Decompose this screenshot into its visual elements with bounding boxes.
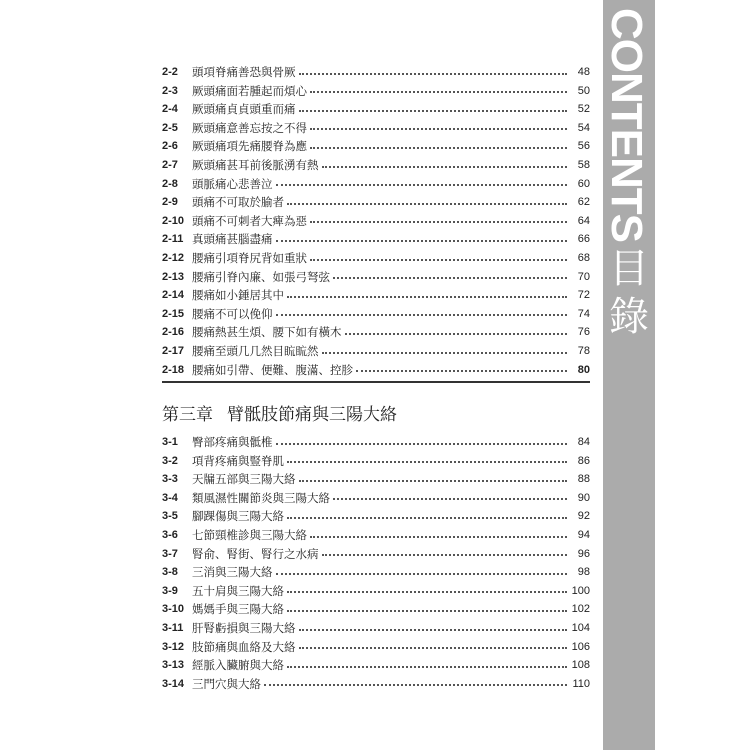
toc-leader-dots — [356, 369, 567, 372]
toc-entry-page-number: 48 — [577, 66, 590, 78]
toc-entry[interactable] — [162, 545, 590, 563]
toc-entry-title: 腰痛如引帶、便難、腹滿、控胗 — [192, 362, 353, 377]
toc-entry-number: 2-14 — [162, 289, 185, 302]
contents-cjk-char-2: 錄 — [609, 294, 649, 340]
toc-entry-page-number: 90 — [577, 491, 590, 504]
toc-entry[interactable] — [162, 230, 590, 248]
toc-entry-page-number: 96 — [577, 547, 590, 560]
toc-entry[interactable] — [162, 323, 590, 341]
toc-entry-title: 厥頭痛項先痛腰脊為應 — [192, 139, 307, 154]
toc-entry-title: 三門穴與大絡 — [192, 676, 261, 691]
toc-entry-number: 2-6 — [162, 140, 178, 153]
toc-entry-title: 腰痛熱甚生煩、腰下如有橫木 — [192, 325, 342, 340]
toc-entry[interactable] — [162, 526, 590, 544]
toc-entry[interactable] — [162, 600, 590, 618]
toc-entry[interactable] — [162, 638, 590, 656]
toc-entry-title: 頭痛不可刺者大痺為惡 — [192, 213, 307, 228]
toc-entry-number: 3-4 — [162, 491, 178, 504]
toc-leader-dots — [310, 535, 567, 538]
toc-entry[interactable] — [162, 119, 590, 137]
toc-entry-page-number: 58 — [577, 159, 590, 171]
toc-leader-dots — [310, 220, 567, 223]
toc-entry-number: 2-2 — [162, 66, 178, 78]
toc-leader-dots — [276, 442, 568, 445]
toc-entry[interactable] — [162, 619, 590, 637]
toc-entry-title: 七節頸椎診與三陽大絡 — [192, 528, 307, 542]
toc-entry-title: 真頭痛甚腦盡痛 — [192, 232, 273, 247]
contents-vertical-title — [600, 0, 652, 250]
toc-leader-dots — [276, 183, 568, 186]
contents-cjk-title — [603, 245, 655, 341]
toc-entry[interactable] — [162, 489, 590, 507]
toc-leader-dots — [299, 646, 568, 649]
toc-leader-dots — [310, 90, 567, 93]
chapter-title-text: 臂骶肢節痛與三陽大絡 — [227, 405, 397, 425]
toc-leader-dots — [322, 351, 568, 354]
toc-entry-title: 厥頭痛面若腫起而煩心 — [192, 83, 307, 98]
toc-entry-number: 2-3 — [162, 84, 178, 97]
toc-entry-page-number: 88 — [577, 473, 590, 486]
toc-leader-dots — [333, 276, 567, 279]
toc-entry[interactable] — [162, 582, 590, 600]
toc-entry[interactable] — [162, 433, 590, 451]
toc-entry-title: 腳踝傷與三陽大絡 — [192, 509, 284, 524]
toc-entry-number: 2-4 — [162, 103, 178, 116]
toc-entry-number: 3-1 — [162, 436, 178, 448]
toc-entry-title: 腎俞、腎街、腎行之水病 — [192, 546, 319, 561]
toc-leader-dots — [333, 497, 567, 500]
toc-entry-page-number: 110 — [572, 677, 590, 690]
toc-entry-page-number: 60 — [577, 177, 590, 190]
toc-entry[interactable] — [162, 675, 590, 693]
toc-entry[interactable] — [162, 342, 590, 360]
toc-leader-dots — [345, 332, 568, 335]
toc-leader-dots — [322, 165, 568, 168]
toc-entry-title: 厥頭痛意善忘按之不得 — [192, 120, 307, 135]
toc-entry-number: 2-8 — [162, 177, 178, 190]
toc-entry[interactable] — [162, 82, 590, 100]
toc-entry[interactable] — [162, 100, 590, 118]
toc-entry-title: 肝腎虧損與三陽大絡 — [192, 621, 296, 635]
toc-leader-dots — [310, 146, 567, 149]
toc-entry-page-number: 80 — [577, 363, 590, 376]
toc-entry-page-number: 94 — [577, 529, 590, 541]
toc-entry-title: 媽媽手與三陽大絡 — [192, 602, 284, 617]
toc-entry-title: 腰痛如小錘居其中 — [192, 288, 284, 303]
toc-leader-dots — [287, 202, 567, 205]
toc-entry-number: 3-2 — [162, 454, 178, 467]
toc-entry-page-number: 102 — [571, 603, 590, 616]
toc-entry-page-number: 66 — [577, 233, 590, 246]
toc-leader-dots — [276, 572, 568, 575]
toc-entry-title: 腰痛至頭几几然目䀮䀮然 — [192, 344, 319, 358]
toc-leader-dots — [287, 590, 567, 593]
toc-entry-title: 類風濕性關節炎與三陽大絡 — [192, 490, 330, 505]
toc-entry-page-number: 70 — [577, 270, 590, 283]
toc-leader-dots — [287, 665, 567, 668]
toc-leader-dots — [299, 109, 568, 112]
toc-entry-page-number: 92 — [577, 510, 590, 523]
toc-leader-dots — [299, 72, 568, 75]
toc-entry-number: 3-7 — [162, 547, 178, 560]
toc-entry-page-number: 104 — [571, 622, 590, 634]
toc-entry[interactable] — [162, 470, 590, 488]
toc-entry-title: 臀部疼痛與骶椎 — [192, 435, 273, 449]
toc-entry-title: 肢節痛與血絡及大絡 — [192, 639, 296, 654]
toc-entry-title: 腰痛引脊內廉、如張弓弩弦 — [192, 269, 330, 284]
toc-entry[interactable] — [162, 175, 590, 193]
toc-entry-number: 2-9 — [162, 196, 178, 209]
toc-entry[interactable] — [162, 212, 590, 230]
toc-entry-title: 頭痛不可取於腧者 — [192, 195, 284, 210]
toc-entry-number: 2-15 — [162, 307, 185, 320]
toc-entry-title: 厥頭痛貞貞頭重而痛 — [192, 102, 296, 117]
toc-entry[interactable] — [162, 193, 590, 211]
toc-entry-number: 3-12 — [162, 640, 185, 653]
toc-entry-page-number: 74 — [577, 307, 590, 320]
toc-entry-title: 五十肩與三陽大絡 — [192, 583, 284, 598]
toc-leader-dots — [287, 460, 567, 463]
toc-entry-page-number: 64 — [577, 214, 590, 227]
toc-entry-number: 3-14 — [162, 677, 185, 690]
toc-leader-dots — [310, 258, 567, 261]
toc-leader-dots — [310, 127, 567, 130]
toc-entry-number: 3-9 — [162, 584, 178, 597]
toc-entry-title: 腰痛不可以俛仰 — [192, 306, 273, 321]
toc-entry[interactable] — [162, 268, 590, 286]
contents-cjk-char-1: 目 — [609, 246, 649, 292]
toc-entry-page-number: 50 — [577, 84, 590, 97]
toc-leader-dots — [322, 553, 568, 556]
toc-entry-title: 頭脈痛心悲善泣 — [192, 176, 273, 191]
toc-entry-number: 3-6 — [162, 529, 178, 541]
toc-entry-title: 頭項脊痛善恐與骨厥 — [192, 65, 296, 79]
toc-entry-page-number: 78 — [577, 345, 590, 357]
toc-entry-page-number: 56 — [577, 140, 590, 153]
toc-entry[interactable] — [162, 361, 590, 379]
toc-entry-page-number: 54 — [577, 121, 590, 134]
toc-entry-page-number: 76 — [577, 326, 590, 339]
toc-entry-number: 2-18 — [162, 363, 185, 376]
toc-entry-number: 2-5 — [162, 121, 178, 134]
toc-entry-number: 3-3 — [162, 473, 178, 486]
toc-entry[interactable] — [162, 286, 590, 304]
toc-entry-number: 2-10 — [162, 214, 185, 227]
toc-entry-page-number: 98 — [577, 566, 590, 579]
toc-entry-title: 厥頭痛甚耳前後脈湧有熱 — [192, 158, 319, 172]
toc-entry-page-number: 86 — [577, 454, 590, 467]
toc-entry-title: 三消與三陽大絡 — [192, 565, 273, 580]
toc-entry[interactable] — [162, 563, 590, 581]
toc-entry[interactable] — [162, 156, 590, 174]
toc-entry-number: 2-12 — [162, 252, 185, 264]
toc-entry-title: 腰痛引項脊尻背如重狀 — [192, 251, 307, 265]
toc-entry[interactable] — [162, 452, 590, 470]
toc-leader-dots — [276, 239, 568, 242]
toc-entry-title: 經脈入臟腑與大絡 — [192, 658, 284, 673]
toc-entry[interactable] — [162, 656, 590, 674]
toc-entry-title: 項背疼痛與豎脊肌 — [192, 453, 284, 468]
toc-entry-number: 2-13 — [162, 270, 185, 283]
toc-leader-dots — [299, 628, 568, 631]
toc-entry[interactable] — [162, 305, 590, 323]
toc-entry-number: 3-13 — [162, 659, 185, 672]
toc-leader-dots — [287, 295, 567, 298]
toc-entry[interactable] — [162, 137, 590, 155]
toc-entry-number: 3-5 — [162, 510, 178, 523]
toc-entry-page-number: 62 — [577, 196, 590, 209]
chapter-divider — [162, 381, 590, 383]
toc-entry-page-number: 106 — [571, 640, 590, 653]
toc-entry[interactable] — [162, 249, 590, 267]
toc-entry-number: 2-11 — [162, 233, 184, 246]
toc-entry-page-number: 68 — [577, 252, 590, 264]
toc-entry-page-number: 72 — [577, 289, 590, 302]
toc-leader-dots — [287, 609, 567, 612]
toc-entry-page-number: 108 — [571, 659, 590, 672]
toc-entry-number: 3-8 — [162, 566, 178, 579]
toc-entry[interactable] — [162, 507, 590, 525]
toc-entry-number: 3-11 — [162, 622, 184, 634]
toc-entry-title: 天牖五部與三陽大絡 — [192, 472, 296, 487]
toc-entry-number: 3-10 — [162, 603, 185, 616]
toc-entry[interactable] — [162, 63, 590, 81]
toc-entry-number: 2-16 — [162, 326, 185, 339]
toc-entry-number: 2-17 — [162, 345, 185, 357]
toc-leader-dots — [276, 313, 568, 316]
toc-entry-number: 2-7 — [162, 159, 178, 171]
toc-entry-page-number: 100 — [571, 584, 590, 597]
chapter-label: 第三章 — [162, 405, 213, 425]
toc-entry-page-number: 52 — [577, 103, 590, 116]
contents-word: CONTENTS — [602, 8, 651, 242]
toc-entry-page-number: 84 — [577, 436, 590, 448]
toc-leader-dots — [264, 683, 567, 686]
chapter-heading[interactable] — [162, 400, 397, 425]
toc-leader-dots — [299, 479, 568, 482]
toc-leader-dots — [287, 516, 567, 519]
